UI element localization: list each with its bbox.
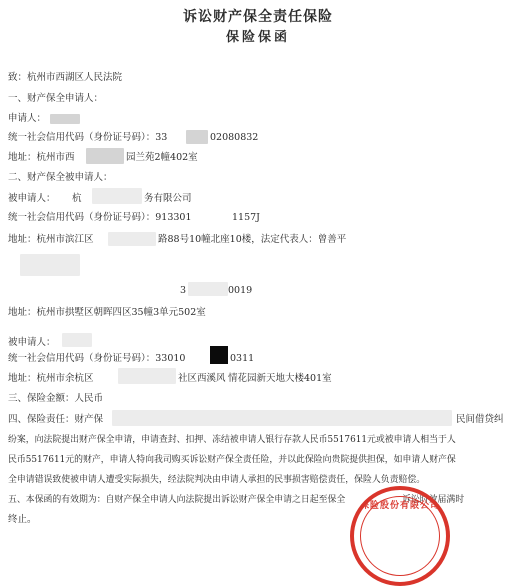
respondent-name-a: 杭: [72, 193, 82, 204]
applicant-address-a: 地址：杭州市西: [8, 152, 75, 163]
applicant-address-b: 园兰苑2幢402室: [126, 152, 198, 163]
respondent3-address-a: 地址：杭州市余杭区: [8, 373, 94, 384]
section-4-line-4: 全申请错误致使被申请人遭受实际损失，经法院判决由申请人承担的民事损害赔偿责任，保险人负责赔偿。: [8, 475, 426, 485]
addressee: 致：杭州市西湖区人民法院: [8, 72, 123, 83]
applicant-credit-tail: 02080832: [210, 132, 259, 143]
applicant-label: 申请人：: [8, 113, 47, 124]
applicant-credit-code: 统一社会信用代码（身份证号码）：33: [8, 132, 168, 143]
respondent-name-b: 务有限公司: [144, 193, 192, 204]
redaction: [112, 410, 452, 426]
respondent-label: 被申请人：: [8, 193, 56, 204]
respondent3-address-c: 情花园新天地大楼401室: [228, 373, 332, 384]
redaction: [86, 148, 124, 164]
respondent3-credit-code: 统一社会信用代码（身份证号码）：33010: [8, 353, 186, 364]
respondent2-address: 地址：杭州市拱墅区朝晖四区35幢3单元502室: [8, 307, 206, 318]
redaction: [62, 333, 92, 347]
respondent-credit-tail: 1157J: [232, 212, 260, 223]
section-5-line-2: 终止。: [8, 514, 37, 525]
section-2-heading: 二、财产保全被申请人：: [8, 172, 113, 183]
redaction-black: [210, 346, 228, 364]
respondent3-label: 被申请人：: [8, 337, 56, 348]
section-4-end: 民间借贷纠: [456, 414, 504, 425]
respondent-address-a: 地址：杭州市滨江区: [8, 234, 94, 245]
respondent3-address-b: 社区西溪风: [178, 373, 226, 384]
respondent-address-b: 路88号10幢北座10楼，法定代表人：曾善平: [158, 234, 347, 245]
redaction: [108, 232, 156, 246]
seal-text: 保险股份有限公司: [359, 501, 440, 511]
respondent2-fragment-a: 3: [180, 285, 187, 296]
respondent3-credit-tail: 0311: [230, 353, 255, 364]
respondent2-fragment-b: 0019: [228, 285, 253, 296]
section-1-heading: 一、财产保全申请人：: [8, 93, 104, 104]
redaction: [20, 254, 80, 276]
redaction: [92, 188, 142, 204]
redaction: [188, 282, 228, 296]
section-4-line-2: 纷案，向法院提出财产保全申请，申请查封、扣押、冻结被申请人银行存款人民币5517611元或被申请人相当于人: [8, 435, 456, 445]
respondent-credit-code: 统一社会信用代码（身份证号码）：913301: [8, 212, 192, 223]
company-seal: [350, 486, 450, 586]
section-4-line-3: 民币5517611元的财产，申请人特向我司购买诉讼财产保全责任险，并以此保险向贵院提供担保，如申请人财产保: [8, 455, 456, 465]
redaction: [186, 130, 208, 144]
doc-subtitle: 保险保函: [225, 30, 290, 45]
section-3-heading: 三、保险金额：人民币: [8, 393, 104, 404]
section-5-line-1b: 诉讼时效届满时: [402, 495, 465, 505]
section-5-line-1: 五、本保函的有效期为：自财产保全申请人向法院提出诉讼财产保全申请之日起至保全: [8, 495, 346, 505]
doc-title: 诉讼财产保全责任保险: [183, 9, 333, 25]
redaction: [50, 114, 80, 124]
redaction: [118, 368, 176, 384]
section-4-start: 四、保险责任：财产保: [8, 414, 104, 425]
